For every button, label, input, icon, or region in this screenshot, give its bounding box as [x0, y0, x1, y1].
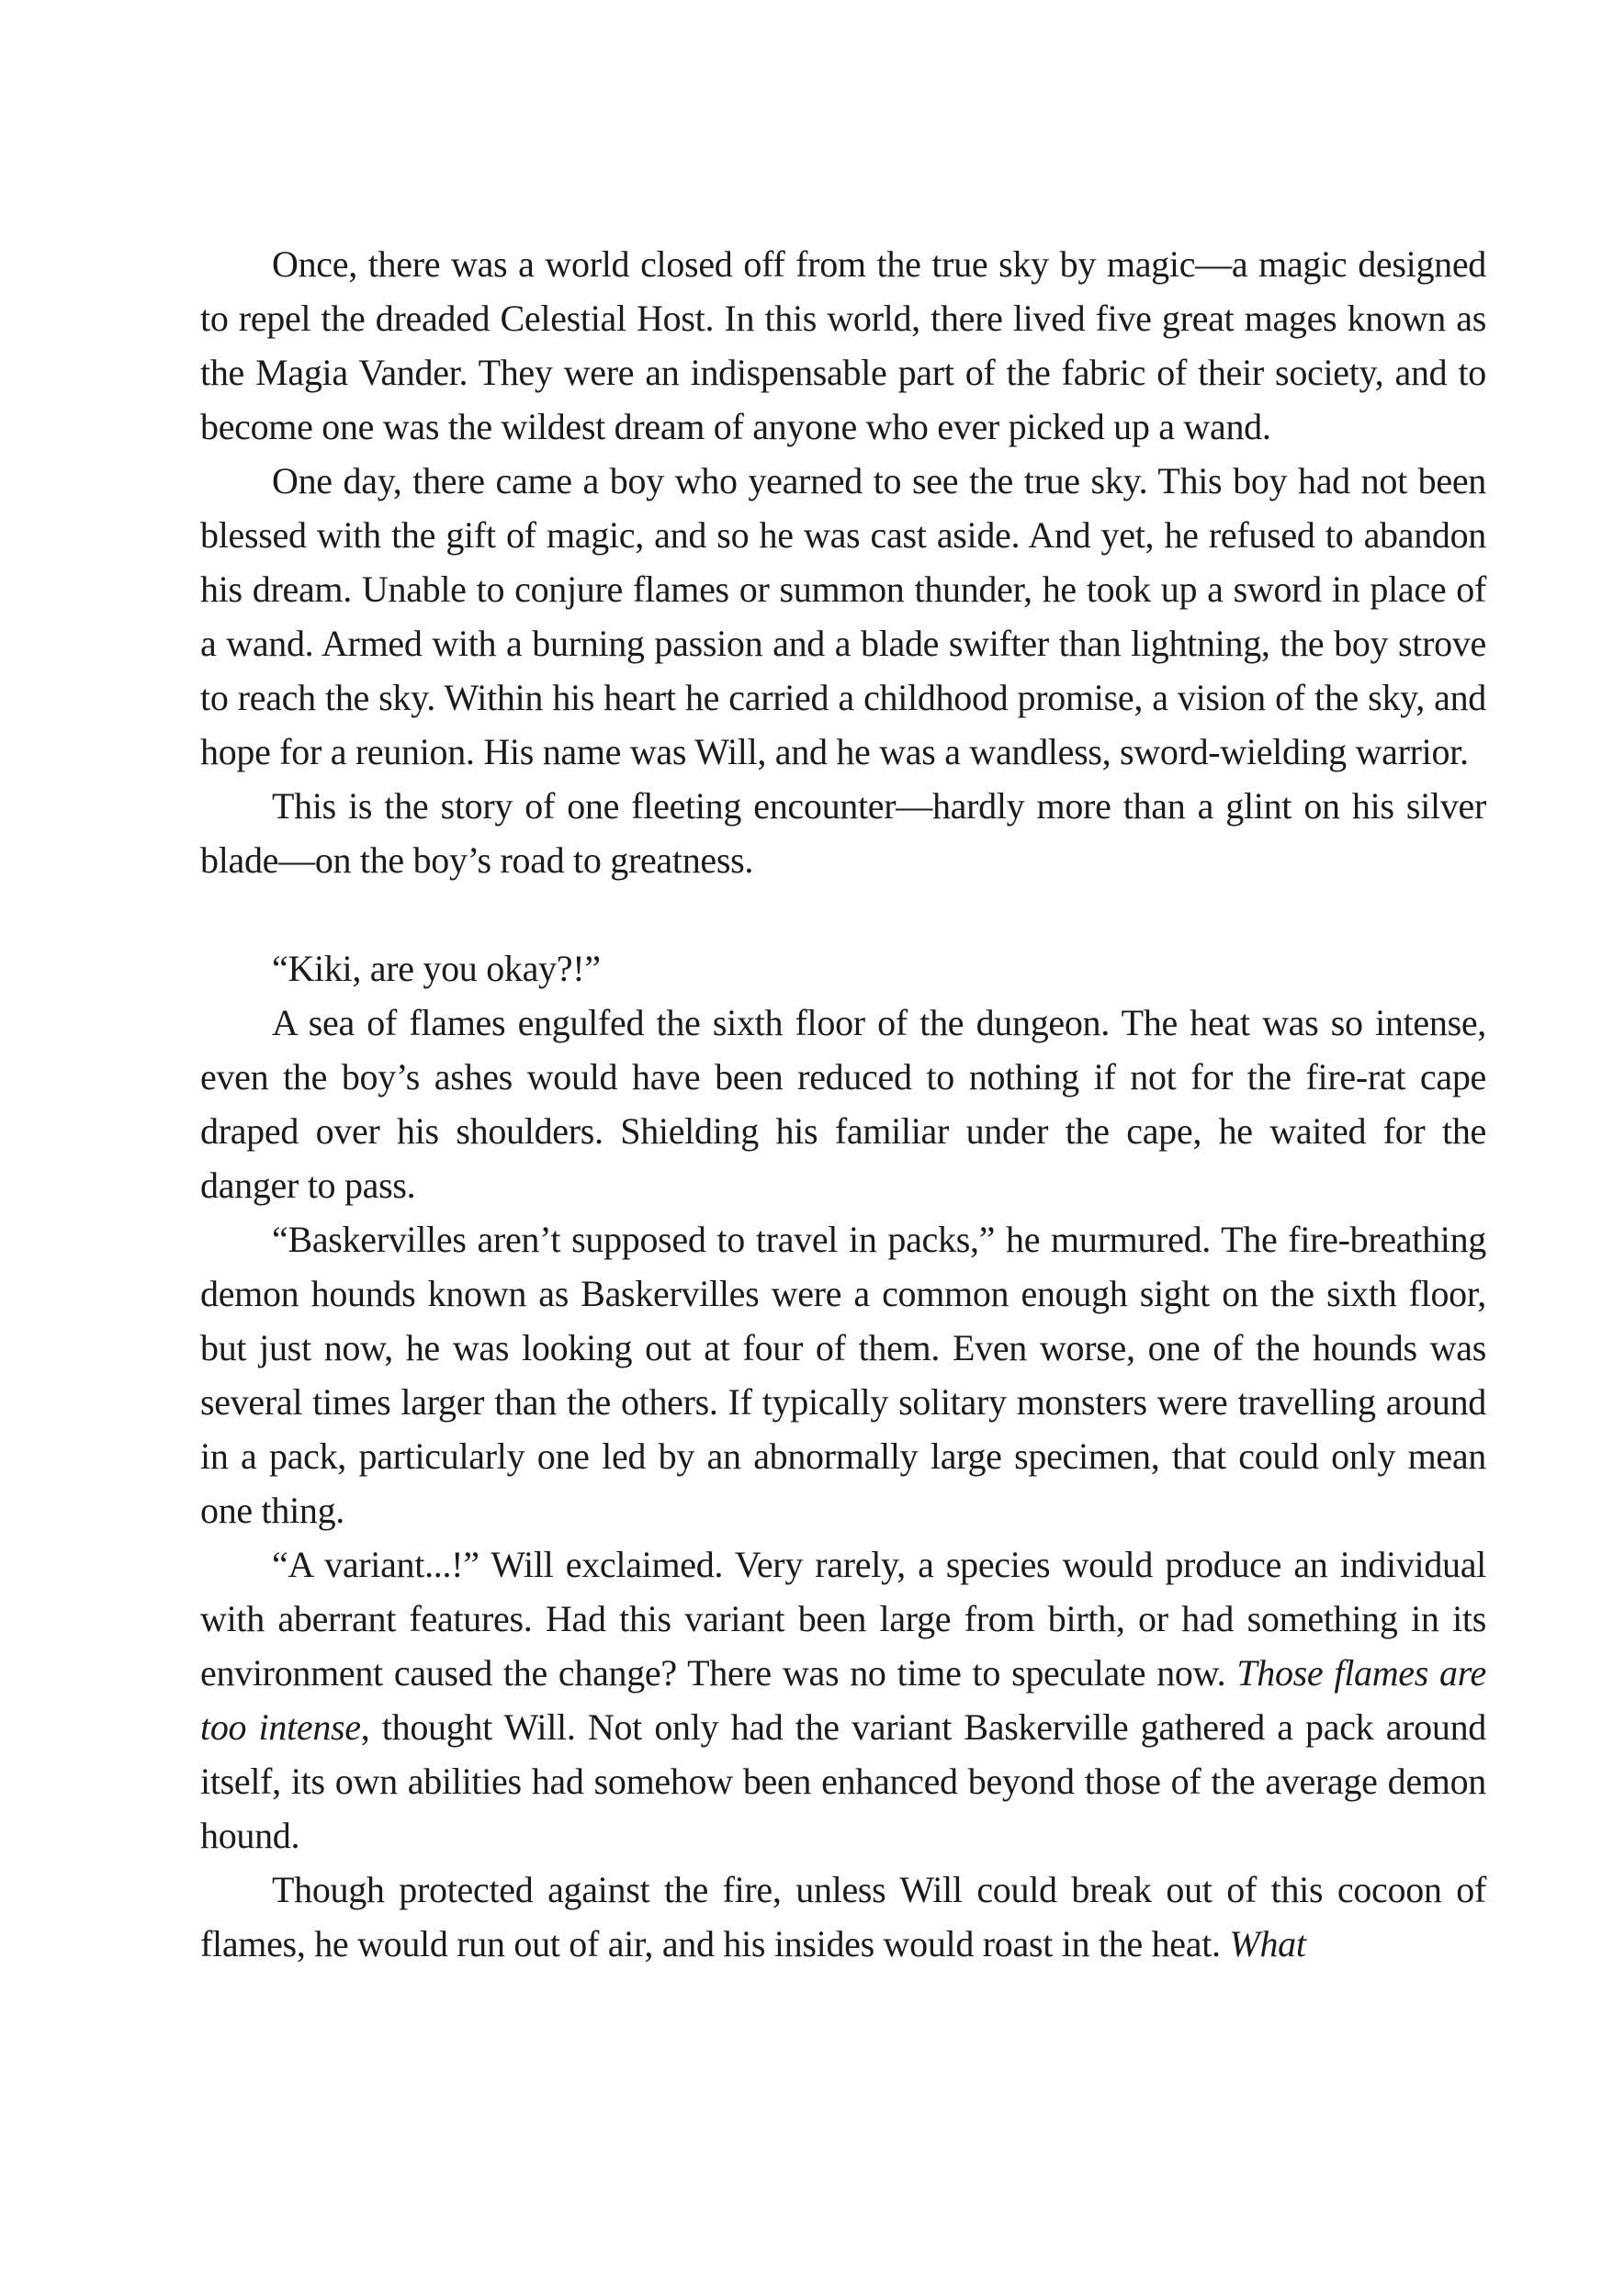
paragraph-text: One day, there came a boy who yearned to see the true sky. This boy had not been blessed with the gift of magic, and so he was cast aside. And yet, he refused to abandon his dream. Unable to conjure flames or summon thunder, he took up a sword in place of a wand. Armed with a burning passion and a blade swifter than lightning, the boy strove to reach the sky. Within his heart he carried a childhood promise, a vision of the sky, and hope for a reunion. His name was Will, and he was a wandless, sword-wielding warrior.: [200, 460, 1486, 772]
paragraph-text: “Kiki, are you okay?!”: [272, 948, 601, 989]
paragraph-text: “Baskervilles aren’t supposed to travel in packs,” he murmured. The fire-breathing demon hounds known as Baskervilles were a common enough sight on the sixth floor, but just now, he was looking out at four of them. Even worse, one of the hounds was several times larger than the others. If typically solitary monsters were travelling around in a pack, particularly one led by an abnormally large specimen, that could only mean one thing.: [200, 1219, 1486, 1531]
paragraph-text: Though protected against the fire, unless Will could break out of this cocoon of flames, he would run out of air, and his insides would roast in the heat.: [200, 1869, 1486, 1964]
paragraph-variant: [200, 1537, 1486, 1863]
paragraph-text: This is the story of one fleeting encounter—hardly more than a glint on his silver blade—on the boy’s road to greatness.: [200, 785, 1486, 881]
paragraph-world-intro: [200, 237, 1486, 454]
paragraph-text: “A variant...!” Will exclaimed. Very rarely, a species would produce an individual with aberrant features. Had this variant been large from birth, or had something in its environment caused the change? There was no time to speculate now.: [200, 1544, 1486, 1694]
text-column: [200, 237, 1486, 1971]
paragraph-boy-intro: [200, 454, 1486, 779]
paragraph-baskervilles: [200, 1212, 1486, 1537]
paragraph-story-framing: [200, 779, 1486, 887]
paragraph-text-italic: What: [1229, 1923, 1306, 1964]
paragraph-text: A sea of flames engulfed the sixth floor of the dungeon. The heat was so intense, even the boy’s ashes would have been reduced to nothing if not for the fire-rat cape draped over his shoulders. Shielding his familiar under the cape, he waited for the danger to pass.: [200, 1002, 1486, 1206]
paragraph-dialogue-kiki: [200, 941, 1486, 996]
paragraph-text: Once, there was a world closed off from the true sky by magic—a magic designed to repel the dreaded Celestial Host. In this world, there lived five great mages known as the Magia Vander. They were an indispensable part of the fabric of their society, and to become one was the wildest dream of anyone who ever picked up a wand.: [200, 243, 1486, 447]
paragraph-cocoon-of-flames: [200, 1863, 1486, 1971]
paragraph-text: , thought Will. Not only had the variant Baskerville gathered a pack around itself, its own abilities had somehow been enhanced beyond those of the average demon hound.: [200, 1706, 1486, 1856]
paragraph-text-italic: Those flames are too intense: [200, 1652, 1486, 1748]
paragraph-sea-of-flames: [200, 996, 1486, 1212]
section-break: [200, 887, 1486, 941]
